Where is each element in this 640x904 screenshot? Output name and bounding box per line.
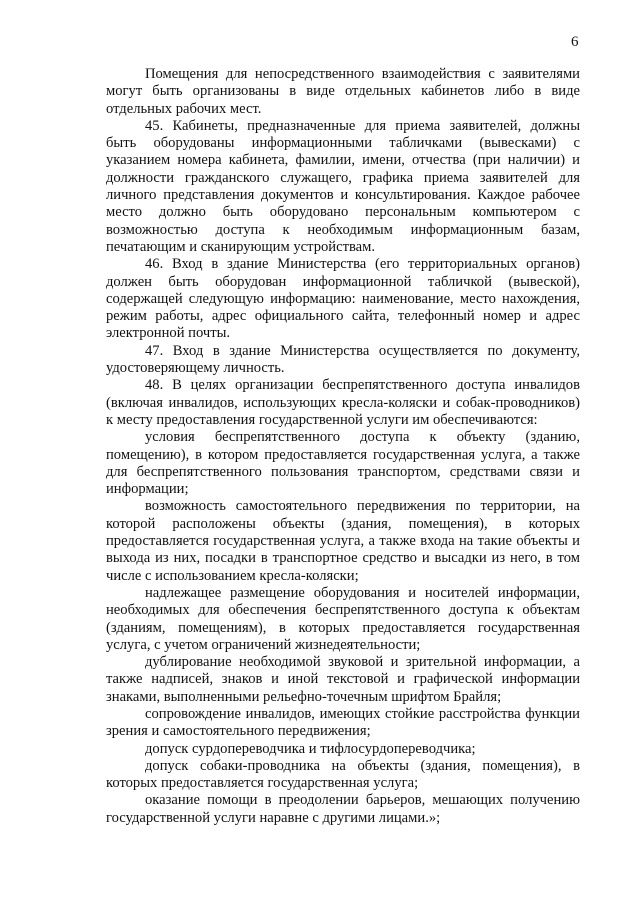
paragraph-46-entrance-sign: 46. Вход в здание Министерства (его территориальных органов) должен быть оборудован информационной табличкой (вывеской), содержащей следующую информацию: наименование, место нахождения, режим работы, адрес официального сайта, телефонный номер и адрес электронной почты. (106, 256, 580, 342)
list-item-barrier-assistance: оказание помощи в преодолении барьеров, мешающих получению государственной услуги наравне с другими лицами.»; (106, 792, 580, 826)
list-item-equipment-placement: надлежащее размещение оборудования и носителей информации, необходимых для обеспечения беспрепятственного доступа к объектам (зданиям, помещениям), в которых предоставляется государственная услуга, с учетом ограничений жизнедеятельности; (106, 584, 580, 653)
list-item-guide-dog: допуск собаки-проводника на объекты (здания, помещения), в которых предоставляется государственная услуга; (106, 757, 580, 792)
list-item-sign-interpreter: допуск сурдопереводчика и тифлосурдопереводчика; (145, 740, 476, 757)
list-item-access-conditions: условия беспрепятственного доступа к объекту (зданию, помещению), в котором предоставляется государственная услуга, а также для беспрепятственного пользования транспортом, средствами связи и информации; (106, 429, 580, 498)
paragraph-47-entrance-document: 47. Вход в здание Министерства осуществляется по документу, удостоверяющему личность. (106, 342, 580, 377)
page-number: 6 (571, 34, 579, 50)
paragraph-45-cabinets: 45. Кабинеты, предназначенные для приема заявителей, должны быть оборудованы информационными табличками (вывесками) с указанием номера кабинета, фамилии, имени, отчества (при наличии) и должности гражданского служащего, графика приема заявителей для личного представления документов и консультирования. Каждое рабочее место должно быть оборудовано персональным компьютером с возможностью доступа к необходимым информационным базам, печатающим и сканирующим устройствам. (106, 117, 580, 255)
paragraph-48-accessibility: 48. В целях организации беспрепятственного доступа инвалидов (включая инвалидов, использующих кресла-коляски и собак-проводников) к месту предоставления государственной услуги им обеспечиваются: (106, 377, 580, 428)
list-item-braille-duplication: дублирование необходимой звуковой и зрительной информации, а также надписей, знаков и иной текстовой и графической информации знаками, выполненными рельефно-точечным шрифтом Брайля; (106, 654, 580, 705)
document-body (106, 66, 580, 827)
list-item-escort: сопровождение инвалидов, имеющих стойкие расстройства функции зрения и самостоятельного передвижения; (106, 705, 580, 740)
paragraph-premises: Помещения для непосредственного взаимодействия с заявителями могут быть организованы в виде отдельных кабинетов либо в виде отдельных рабочих мест. (106, 66, 580, 117)
list-item-independent-movement: возможность самостоятельного передвижения по территории, на которой расположены объекты (здания, помещения), в которых предоставляется государственная услуга, а также входа на такие объекты и выхода из них, посадки в транспортное средство и высадки из него, в том числе с использованием кресла-коляски; (106, 498, 580, 584)
